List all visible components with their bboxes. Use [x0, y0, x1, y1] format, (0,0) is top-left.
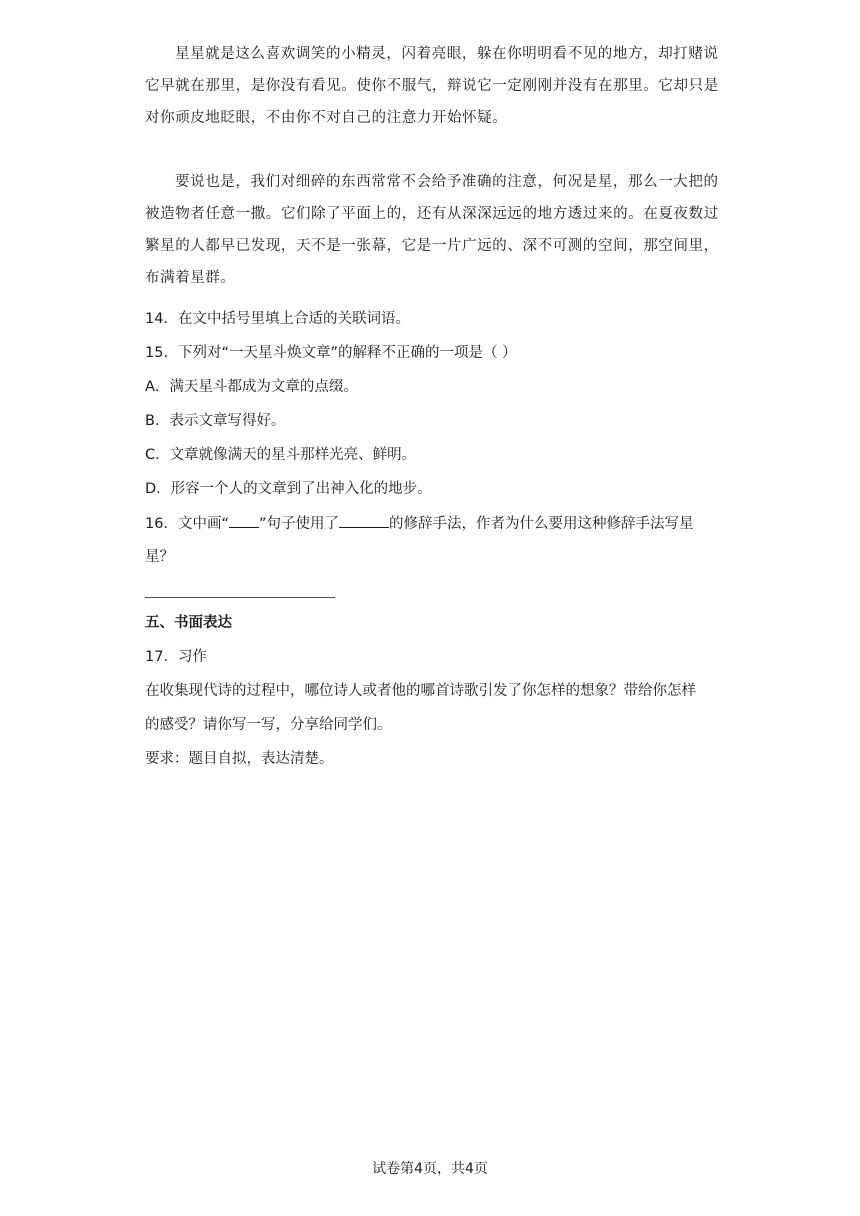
- section-title: 五、书面表达: [145, 615, 232, 631]
- question-16: 16．文中画“ ”句子使用了 的修辞手法，作者为什么要用这种修辞手法写星: [145, 513, 735, 534]
- option-a: A．满天星斗都成为文章的点缀。: [145, 379, 358, 395]
- passage-paragraph-2: 要说也是，我们对细碎的东西常常不会给予准确的注意，何况是星，那么一大把的被造物者任意一撒。它们除了平面上的，还有从深深远远的地方透过来的。在夏夜数过繁星的人都早已发现，天不是一张幕，它是一片广远的、深不可测的空间，那空间里，布满着星群。: [145, 174, 719, 286]
- answer-line[interactable]: [145, 597, 335, 598]
- question-15: 15．下列对“一天星斗焕文章”的解释不正确的一项是（ ）: [145, 345, 517, 361]
- rhetoric-blank[interactable]: [339, 513, 389, 528]
- underline-marker-blank: [229, 513, 259, 528]
- passage-paragraph-1: 星星就是这么喜欢调笑的小精灵，闪着亮眼，躲在你明明看不见的地方，却打赌说它早就在那里，是你没有看见。使你不服气，辩说它一定刚刚并没有在那里。它却只是对你顽皮地眨眼，不由你不对自己的注意力开始怀疑。: [145, 46, 719, 126]
- page-footer: 试卷第4页，共4页: [372, 1161, 488, 1177]
- question-14: 14．在文中括号里填上合适的关联词语。: [145, 311, 410, 327]
- option-c: C．文章就像满天的星斗那样光亮、鲜明。: [145, 447, 417, 463]
- question-17: 17．习作: [145, 649, 207, 665]
- option-b: B．表示文章写得好。: [145, 413, 286, 429]
- essay-prompt-line-1: 在收集现代诗的过程中，哪位诗人或者他的哪首诗歌引发了你怎样的想象？带给你怎样: [145, 683, 696, 699]
- option-d: D．形容一个人的文章到了出神入化的地步。: [145, 481, 432, 497]
- question-16-continued: 星？: [145, 549, 174, 565]
- essay-prompt-line-2: 的感受？请你写一写，分享给同学们。: [145, 717, 392, 733]
- essay-requirement: 要求：题目自拟，表达清楚。: [145, 751, 334, 767]
